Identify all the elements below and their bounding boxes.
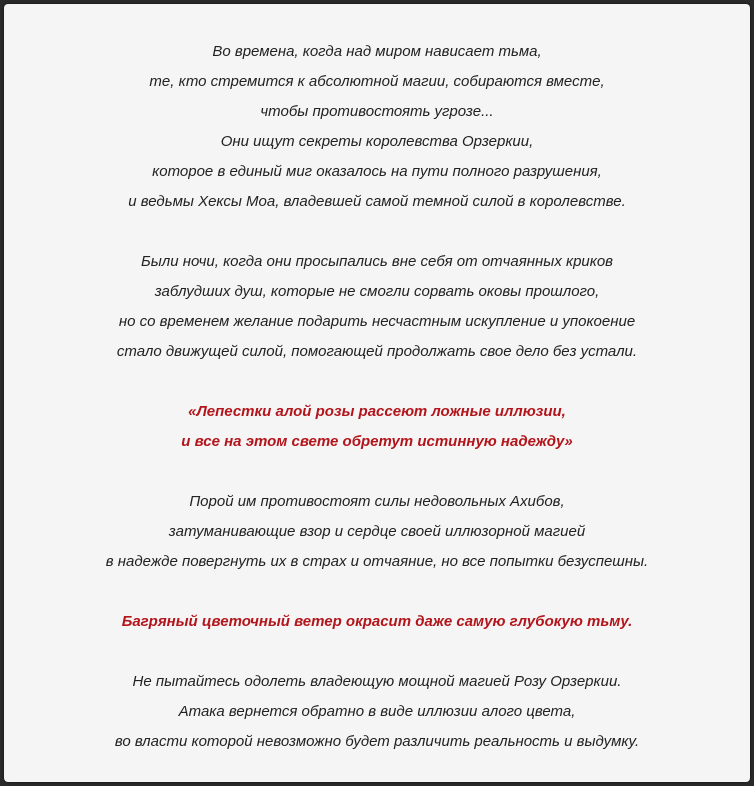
poem-line: Были ночи, когда они просыпались вне себя от отчаянных криков	[140, 253, 614, 270]
stanza-gap	[4, 217, 750, 247]
stanza-gap	[4, 577, 750, 607]
poem-line: стало движущей силой, помогающей продолжать свое дело без устали.	[116, 343, 638, 360]
stanza-gap	[4, 367, 750, 397]
stanza-gap	[4, 637, 750, 667]
poem-line: Они ищут секреты королевства Орзеркии,	[220, 133, 534, 150]
poem-line: Не пытайтесь одолеть владеющую мощной магией Розу Орзеркии.	[132, 673, 622, 690]
stanza-3	[4, 487, 750, 577]
poem-line: Атака вернется обратно в виде иллюзии алого цвета,	[178, 703, 576, 720]
quote-stanza-1	[4, 397, 750, 457]
poem-line: Во времена, когда над миром нависает тьма,	[212, 43, 542, 60]
poem-line: чтобы противостоять угрозе...	[260, 103, 494, 120]
poem-line: но со временем желание подарить несчастным искупление и упокоение	[118, 313, 636, 330]
accent-quote-line: «Лепестки алой розы рассеют ложные иллюзии,	[188, 403, 566, 420]
text-panel	[4, 4, 750, 782]
poem-line: и ведьмы Хексы Моа, владевшей самой темной силой в королевстве.	[128, 193, 626, 210]
accent-quote-line: Багряный цветочный ветер окрасит даже самую глубокую тьму.	[121, 613, 633, 630]
poem-line: те, кто стремится к абсолютной магии, собираются вместе,	[149, 73, 605, 90]
poem-line: которое в единый миг оказалось на пути полного разрушения,	[152, 163, 602, 180]
poem-line: в надежде повергнуть их в страх и отчаяние, но все попытки безуспешны.	[105, 553, 649, 570]
poem-line: заблудших душ, которые не смогли сорвать оковы прошлого,	[154, 283, 600, 300]
stanza-4	[4, 667, 750, 757]
stanza-2	[4, 247, 750, 367]
poem-line: затуманивающие взор и сердце своей иллюзорной магией	[168, 523, 586, 540]
accent-quote-line: и все на этом свете обретут истинную надежду»	[181, 433, 573, 450]
stanza-gap	[4, 457, 750, 487]
poem-line: Порой им противостоят силы недовольных Ахибов,	[189, 493, 565, 510]
poem	[4, 37, 750, 757]
quote-stanza-2	[4, 607, 750, 637]
stanza-1	[4, 37, 750, 217]
poem-line: во власти которой невозможно будет различить реальность и выдумку.	[114, 733, 640, 750]
